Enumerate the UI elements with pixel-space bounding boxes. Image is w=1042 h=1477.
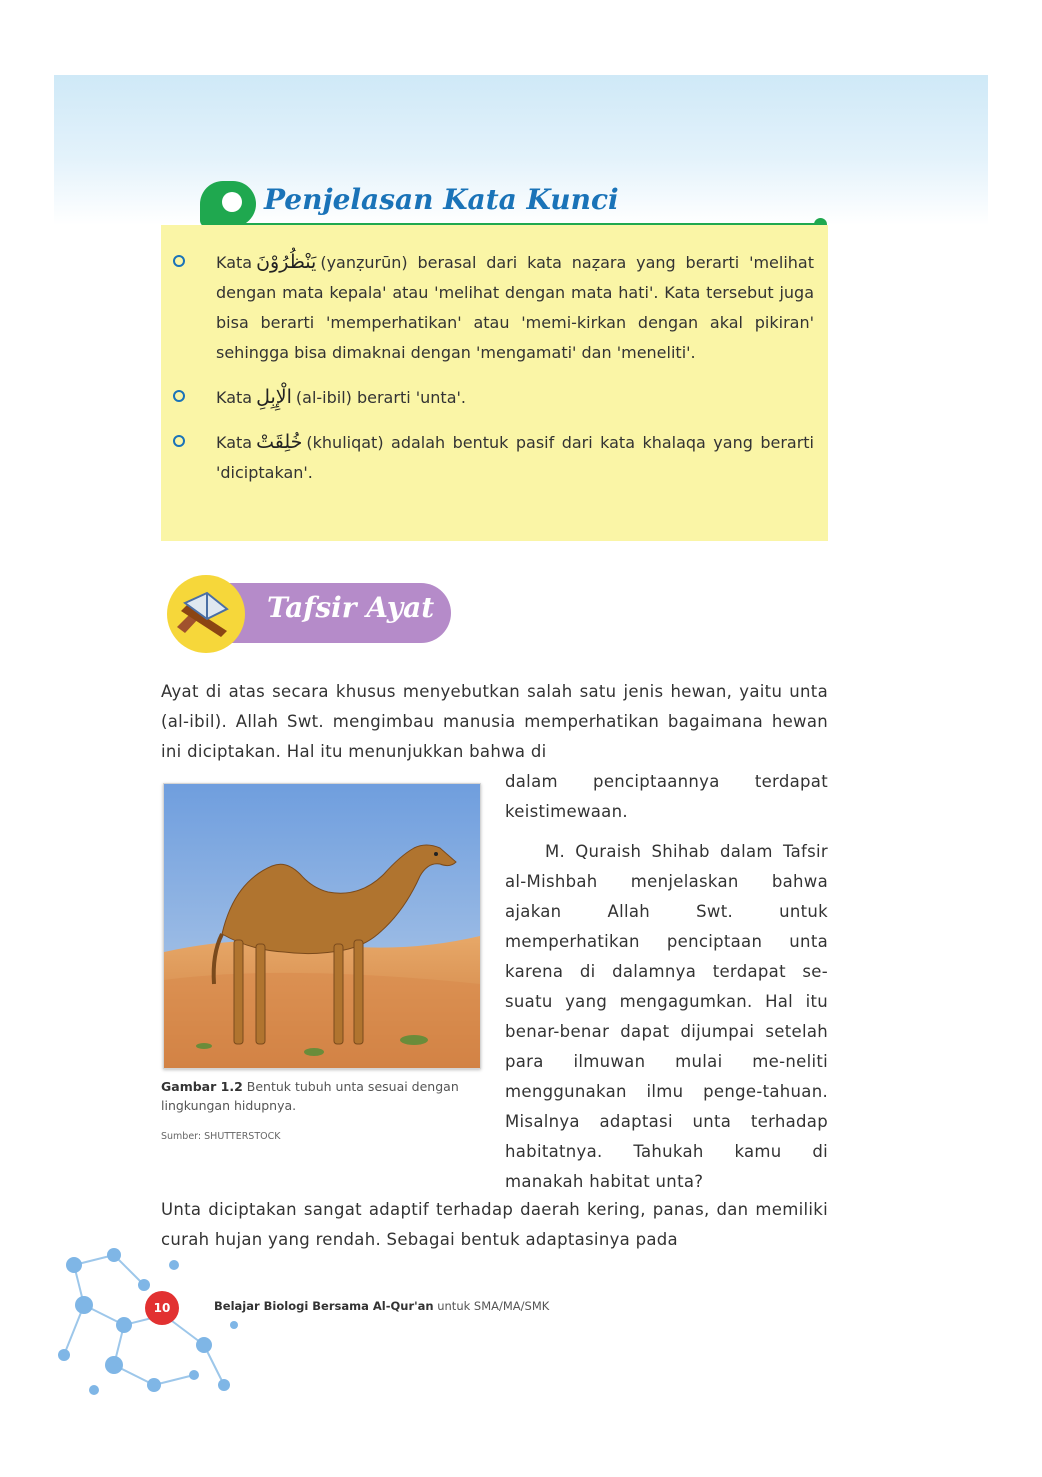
quran-stand-icon: [167, 575, 245, 653]
page-number: 10: [145, 1291, 179, 1325]
keyword-prefix: Kata: [216, 253, 253, 272]
bullet-icon: [173, 435, 185, 447]
arabic-word: خُلِقَتْ: [256, 431, 303, 453]
figure-caption: [161, 1077, 481, 1115]
bullet-icon: [173, 255, 185, 267]
arabic-word: الْإِبِلِ: [256, 386, 292, 408]
body-paragraph: dalam penciptaannya terdapat keistimewaan.: [505, 772, 828, 821]
tafsir-section-header: [167, 575, 457, 655]
keyword-text: [216, 427, 814, 488]
keyword-body: (khuliqat) adalah bentuk pasif dari kata khalaqa yang berarti 'diciptakan'.: [216, 433, 814, 482]
speech-bubble-icon: [200, 181, 256, 227]
tafsir-section-title: Tafsir Ayat: [267, 591, 435, 624]
camel-photo: [163, 783, 481, 1069]
keyword-text: [216, 247, 814, 368]
keyword-prefix: Kata: [216, 433, 253, 452]
figure-label: Gambar 1.2: [161, 1079, 243, 1094]
running-footer: [214, 1299, 549, 1313]
keyword-body: (al-ibil) berarti 'unta'.: [295, 388, 466, 407]
keyword-text: [216, 382, 814, 413]
body-paragraph: Ayat di atas secara khusus menyebutkan salah satu jenis hewan, yaitu unta (al-ibil). Allah Swt. mengimbau manusia memperhatikan bagaimana hewan ini diciptakan. Hal itu menunjukkan bahwa di: [161, 682, 828, 761]
keyword-list: [161, 247, 828, 502]
body-paragraph: M. Quraish Shihab dalam Tafsir al-Mishbah menjelaskan bahwa ajakan Allah Swt. untuk memperhatikan penciptaan unta karena di dalamnya terdapat se-suatu yang mengagumkan. Hal itu benar-benar dapat dijumpai setelah para ilmuwan mulai me-neliti menggunakan ilmu penge-tahuan. Misalnya adaptasi unta terhadap habitatnya. Tahukah kamu di manakah habitat unta?: [505, 842, 828, 1191]
molecule-decoration: [54, 1245, 254, 1402]
keyword-item: [161, 382, 828, 413]
keyword-item: [161, 427, 828, 488]
keyword-body: (yanẓurūn) berasal dari kata naẓara yang berarti 'melihat dengan mata kepala' atau 'melihat dengan mata hati'. Kata tersebut juga bisa berarti 'memperhatikan' atau 'memi-kirkan dengan akal pikiran' sehingga bisa dimaknai dengan 'mengamati' dan 'meneliti'.: [216, 253, 814, 362]
book-audience: untuk SMA/MA/SMK: [437, 1299, 550, 1313]
arabic-word: يَنْظُرُوْنَ: [256, 251, 317, 273]
book-title: Belajar Biologi Bersama Al-Qur'an: [214, 1299, 434, 1313]
caption-text: Bentuk tubuh unta sesuai dengan lingkungan hidupnya.: [161, 1079, 459, 1113]
keyword-item: [161, 247, 828, 368]
book-page: [54, 75, 988, 1402]
keyword-box: [161, 225, 828, 541]
keyword-prefix: Kata: [216, 388, 253, 407]
bullet-icon: [173, 390, 185, 402]
figure-source: Sumber: SHUTTERSTOCK: [161, 1131, 281, 1142]
body-paragraph: Unta diciptakan sangat adaptif terhadap daerah kering, panas, dan memiliki curah hujan yang rendah. Sebagai bentuk adaptasinya pada: [161, 1200, 828, 1249]
keyword-section-title: Penjelasan Kata Kunci: [264, 183, 619, 216]
